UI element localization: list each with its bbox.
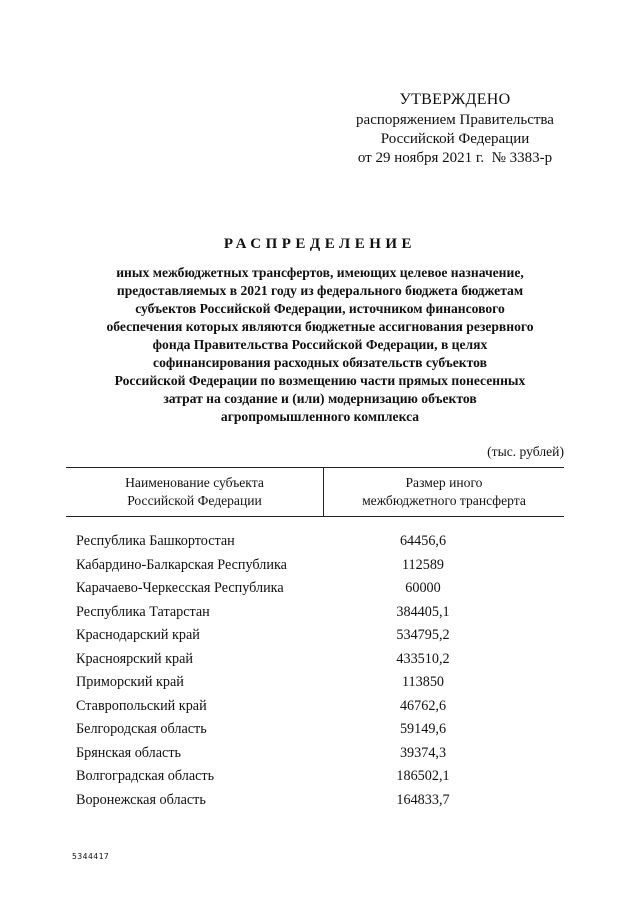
subtitle-line: софинансирования расходных обязательств субъектов [153,355,487,370]
subtitle-line: фонда Правительства Российской Федерации, в целях [152,337,488,352]
table-row [76,789,566,813]
subtitle-line: обеспечения которых являются бюджетные ассигнования резервного [106,319,534,334]
row-subject: Кабардино-Балкарская Республика [76,556,287,573]
column-header-amount-line-2: межбюджетного трансферта [362,493,526,508]
row-amount: 64456,6 [399,533,447,550]
row-subject: Белгородская область [76,721,207,738]
document-subtitle [75,264,565,426]
table-row [76,648,566,672]
column-header-amount [324,474,564,510]
approval-line-3: от 29 ноября 2021 г. № 3383-р [357,150,553,166]
column-header-amount-line-1: Размер иного [405,475,483,490]
subtitle-line: предоставляемых в 2021 году из федерального бюджета бюджетам [116,283,524,298]
table-row [76,624,566,648]
row-subject: Республика Татарстан [76,603,210,620]
approval-heading: УТВЕРЖДЕНО [399,91,511,108]
table-row [76,671,566,695]
row-amount: 60000 [405,580,441,597]
row-amount: 59149,6 [399,721,447,738]
table-top-rule [66,467,564,468]
row-subject: Республика Башкортостан [76,533,235,550]
column-header-subject-line-2: Российской Федерации [127,493,262,508]
row-amount: 112589 [401,556,445,573]
approval-line-1: распоряжением Правительства [356,112,554,128]
table-header-rule [66,516,564,517]
row-amount: 534795,2 [396,627,450,644]
column-header-subject-line-1: Наименование субъекта [125,475,264,490]
row-subject: Карачаево-Черкесская Республика [76,580,284,597]
table-row [76,718,566,742]
table-row [76,530,566,554]
approval-block [330,90,580,168]
table-body [76,530,566,812]
table-row [76,577,566,601]
column-header-subject [66,474,323,510]
row-subject: Воронежская область [76,791,206,808]
subtitle-line: иных межбюджетных трансфертов, имеющих целевое назначение, [116,265,524,280]
table-row [76,765,566,789]
row-amount: 384405,1 [396,603,450,620]
table-row [76,601,566,625]
subtitle-line: агропромышленного комплекса [220,409,420,424]
row-amount: 433510,2 [396,650,450,667]
table-row [76,742,566,766]
row-amount: 39374,3 [399,744,447,761]
table-row [76,554,566,578]
row-subject: Волгоградская область [76,768,215,785]
subtitle-line: Российской Федерации по возмещению части прямых понесенных [114,373,526,388]
row-subject: Красноярский край [76,650,193,667]
document-number: 5344417 [72,852,110,861]
subtitle-line: субъектов Российской Федерации, источником финансового [135,301,505,316]
row-subject: Краснодарский край [76,627,200,644]
document-title: РАСПРЕДЕЛЕНИЕ [223,236,417,252]
row-amount: 164833,7 [396,791,450,808]
row-subject: Ставропольский край [76,697,207,714]
row-amount: 186502,1 [396,768,450,785]
row-amount: 113850 [401,674,445,691]
approval-line-2: Российской Федерации [380,131,530,147]
subtitle-line: затрат на создание и (или) модернизацию объектов [163,391,477,406]
table-row [76,695,566,719]
row-subject: Брянская область [76,744,182,761]
units-label: (тыс. рублей) [487,444,564,459]
row-subject: Приморский край [76,674,184,691]
row-amount: 46762,6 [399,697,447,714]
